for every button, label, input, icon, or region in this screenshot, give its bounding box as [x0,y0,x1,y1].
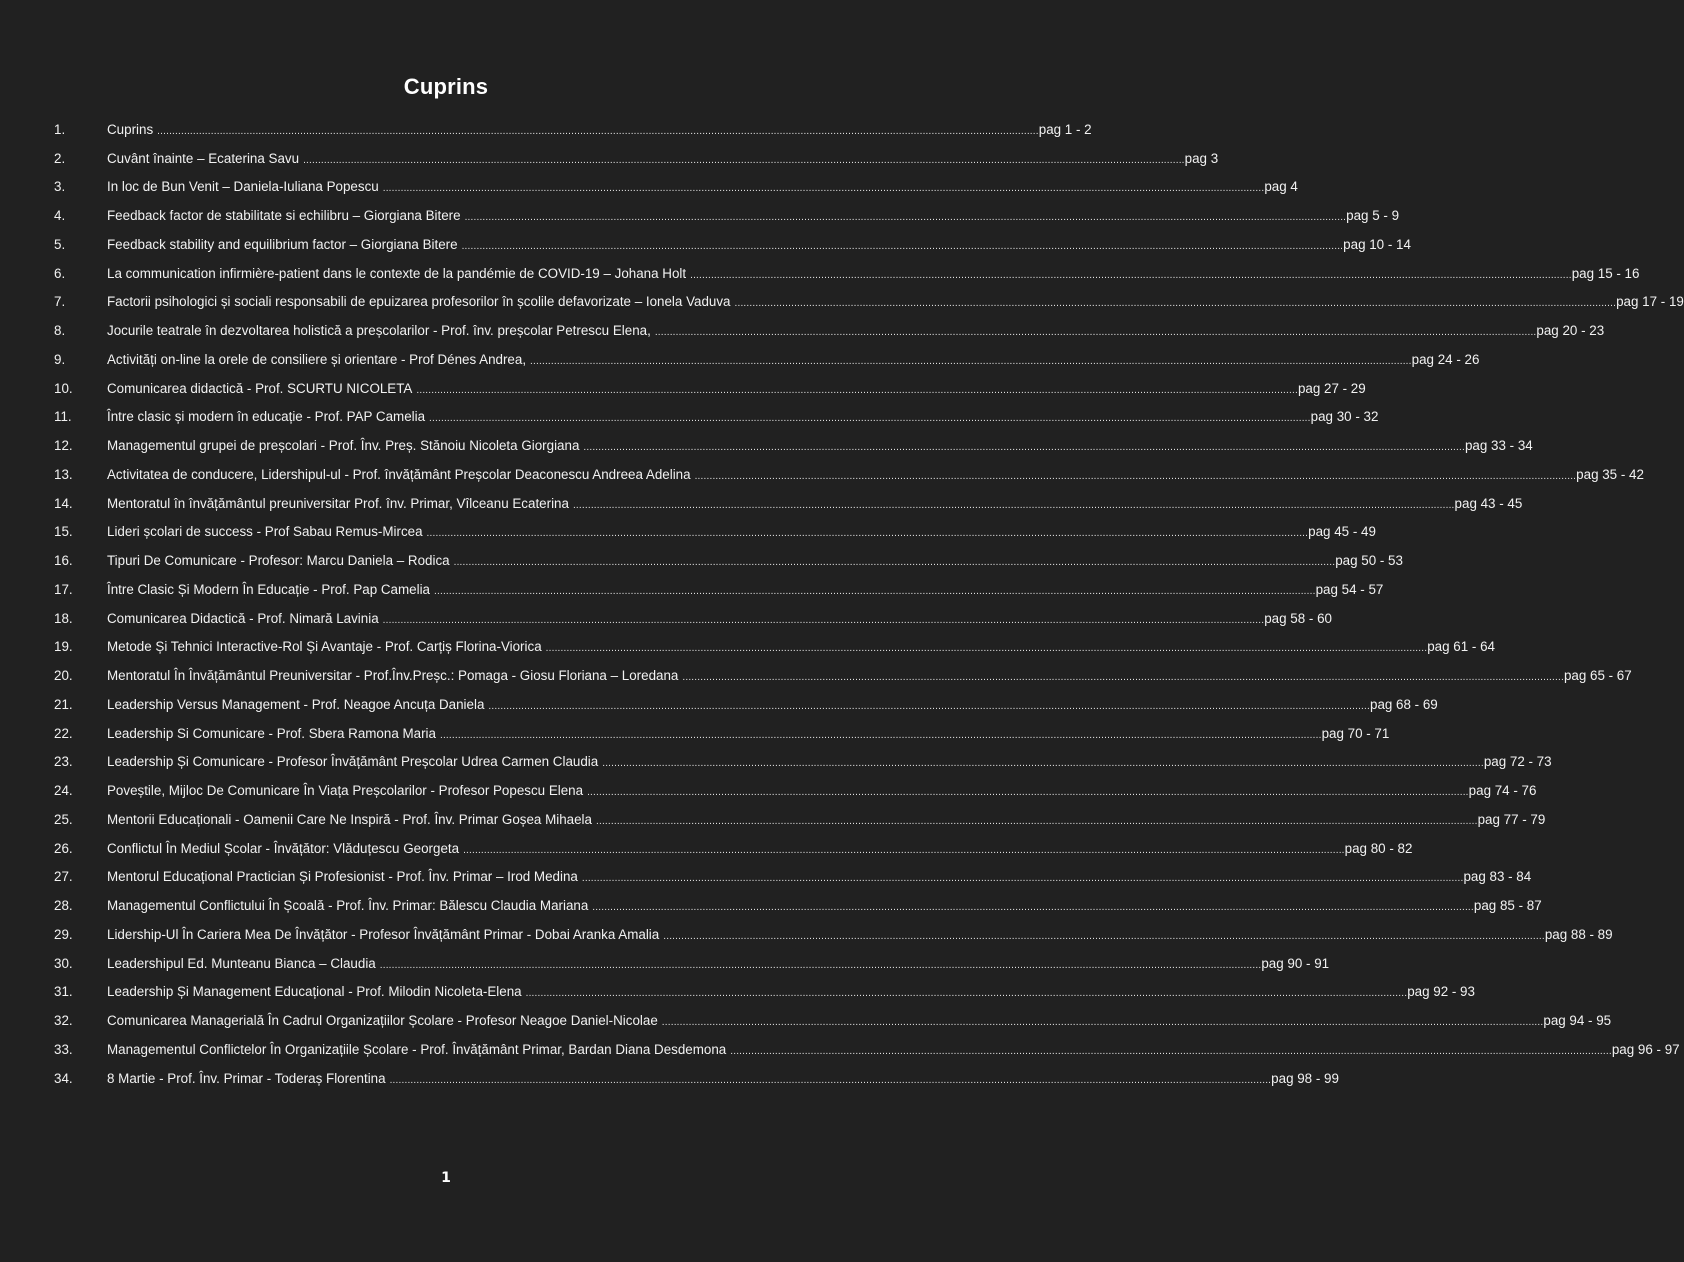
toc-entry[interactable] [54,1064,1339,1093]
toc-entry[interactable] [54,316,1605,345]
dot-leader [582,873,1464,884]
toc-entry[interactable] [54,518,1376,547]
toc-entry-number: 29. [54,926,73,942]
toc-entry-title: Feedback factor de stabilitate si echilibru – Giorgiana Bitere [107,208,461,224]
toc-entry-number: 2. [54,150,66,166]
toc-entry[interactable] [54,345,1480,374]
dot-leader [546,643,1428,654]
toc-entry-number: 21. [54,696,73,712]
toc-entry-title: Managementul Conflictelor În Organizațiile Școlare - Prof. Învățământ Primar, Bardan Diana Desdemona [107,1041,727,1057]
dot-leader [380,960,1262,971]
toc-entry-title: Mentoratul în învățământul preuniversitar Prof. înv. Primar, Vîlceanu Ecaterina [107,495,569,511]
dot-leader [390,1075,1272,1086]
toc-entry[interactable] [54,1006,1612,1035]
toc-entry-number: 3. [54,179,66,195]
toc-entry-title: Activitatea de conducere, Lidershipul-ul - Prof. învățământ Preșcolar Deaconescu Andreea Adelina [107,466,691,482]
toc-entry-pages: pag 61 - 64 [1427,639,1495,655]
toc-entry-title: 8 Martie - Prof. Înv. Primar - Toderaș Florentina [107,1070,386,1086]
toc-entry-title: Activități on-line la orele de consiliere și orientare - Prof Dénes Andrea, [107,351,527,367]
toc-entry[interactable] [54,978,1475,1007]
toc-entry-pages: pag 72 - 73 [1483,754,1552,770]
toc-entry[interactable] [54,201,1400,230]
toc-entry-number: 13. [54,466,73,482]
toc-entry-number: 19. [54,639,73,655]
dot-leader [587,787,1469,798]
toc-entry-title: Lidership-Ul În Cariera Mea De Învățător - Profesor Învățământ Primar - Dobai Aranka Amalia [107,926,660,942]
toc-entry-number: 12. [54,438,73,454]
toc-entry-title: Factorii psihologici și sociali responsabili de epuizarea profesorilor în școlile defavorizate – Ionela Vaduva [107,294,731,310]
toc-entry[interactable] [54,661,1632,690]
toc-entry-number: 6. [54,265,66,281]
toc-entry-title: Feedback stability and equilibrium factor – Giorgiana Bitere [107,236,458,252]
toc-entry-pages: pag 33 - 34 [1464,438,1533,454]
page-number: 1 [441,1170,451,1186]
toc-entry-title: Leadership Și Comunicare - Profesor Învățământ Preșcolar Udrea Carmen Claudia [107,754,599,770]
toc-entry-title: Leadership Versus Management - Prof. Neagoe Ancuța Daniela [107,696,485,712]
toc-entry[interactable] [54,403,1379,432]
dot-leader [602,758,1484,769]
dot-leader [730,1046,1612,1057]
toc-entry[interactable] [54,863,1532,892]
dot-leader [695,471,1577,482]
toc-entry-title: Poveștile, Mijloc De Comunicare În Viața Preșcolarilor - Profesor Popescu Elena [107,783,584,799]
toc-entry-title: Metode Și Tehnici Interactive-Rol Și Avantaje - Prof. Carțiș Florina-Viorica [107,639,542,655]
toc-entry-number: 9. [54,351,66,367]
dot-leader [735,298,1617,309]
dot-leader [429,413,1311,424]
toc-entry-pages: pag 70 - 71 [1321,725,1390,741]
toc-entry[interactable] [54,891,1542,920]
toc-entry-number: 1. [54,121,66,137]
toc-entry-number: 23. [54,754,73,770]
toc-entry-pages: pag 1 - 2 [1038,121,1092,137]
toc-entry-pages: pag 50 - 53 [1335,553,1403,569]
dot-leader [427,528,1309,539]
toc-entry-pages: pag 68 - 69 [1370,696,1438,712]
toc-entry-pages: pag 54 - 57 [1315,581,1384,597]
toc-entry-pages: pag 90 - 91 [1261,955,1330,971]
toc-entry-number: 5. [54,236,66,252]
toc-entry[interactable] [54,144,1219,173]
dot-leader [662,1017,1544,1028]
toc-entry-number: 11. [54,409,72,425]
toc-entry-pages: pag 74 - 76 [1468,783,1537,799]
toc-entry[interactable] [54,604,1332,633]
dot-leader [303,155,1185,166]
toc-entry-pages: pag 3 [1184,150,1219,166]
dot-leader [583,442,1465,453]
toc-entry-pages: pag 77 - 79 [1477,811,1546,827]
toc-entry-title: Cuprins [107,121,154,137]
toc-entry[interactable] [54,173,1298,202]
toc-entry[interactable] [54,230,1411,259]
dot-leader [463,845,1345,856]
toc-entry-pages: pag 80 - 82 [1344,840,1413,856]
toc-entry-number: 33. [54,1041,73,1057]
toc-entry-number: 32. [54,1013,73,1029]
toc-entry-pages: pag 43 - 45 [1454,495,1523,511]
toc-entry-title: Lideri școlari de success - Prof Sabau Remus-Mircea [107,524,423,540]
toc-entry-number: 26. [54,840,73,856]
toc-entry-title: Între clasic și modern în educație - Prof. PAP Camelia [107,409,426,425]
toc-entry[interactable] [54,575,1384,604]
toc-entry-pages: pag 20 - 23 [1536,323,1605,339]
dot-leader [596,816,1478,827]
toc-entry[interactable] [54,431,1533,460]
dot-leader [416,385,1298,396]
toc-entry[interactable] [54,1035,1680,1064]
toc-entry-number: 7. [54,294,66,310]
toc-entry[interactable] [54,748,1552,777]
toc-entry-number: 4. [54,208,66,224]
toc-entry[interactable] [54,633,1495,662]
toc-entry-title: Leadership Și Management Educațional - Prof. Milodin Nicoleta-Elena [107,984,522,1000]
toc-entry-pages: pag 58 - 60 [1264,610,1332,626]
toc-entry[interactable] [54,776,1537,805]
toc-entry-pages: pag 5 - 9 [1346,208,1400,224]
dot-leader [530,356,1412,367]
toc-entry[interactable] [54,546,1403,575]
dot-leader [157,126,1039,137]
toc-entry-title: Între Clasic Și Modern În Educație - Prof. Pap Camelia [107,581,431,597]
dot-leader [454,557,1336,568]
toc-entry-title: Mentorul Educațional Practician Și Profesionist - Prof. Înv. Primar – Irod Medina [107,869,578,885]
toc-entry[interactable] [54,949,1330,978]
dot-leader [488,701,1370,712]
toc-entry-pages: pag 96 - 97 [1611,1041,1680,1057]
dot-leader [383,183,1265,194]
toc-entry-pages: pag 10 - 14 [1343,236,1411,252]
toc-entry-pages: pag 83 - 84 [1463,869,1532,885]
toc-entry-number: 8. [54,323,66,339]
dot-leader [592,902,1474,913]
toc-entry-title: Comunicarea Managerială În Cadrul Organizațiilor Școlare - Profesor Neagoe Daniel-Nicolae [107,1013,658,1029]
toc-entry-pages: pag 27 - 29 [1297,380,1366,396]
toc-entry-number: 16. [54,553,73,569]
toc-entry-pages: pag 15 - 16 [1571,265,1640,281]
toc-entry[interactable] [54,805,1546,834]
toc-entry-number: 34. [54,1070,73,1086]
toc-entry-title: Comunicarea Didactică - Prof. Nimară Lavinia [107,610,379,626]
toc-entry[interactable] [54,719,1390,748]
toc-entry-number: 31. [54,984,73,1000]
dot-leader [462,241,1344,252]
toc-entry-number: 18. [54,610,73,626]
toc-entry-title: In loc de Bun Venit – Daniela-Iuliana Popescu [107,179,379,195]
dot-leader [655,327,1537,338]
toc-entry-number: 27. [54,869,73,885]
toc-entry[interactable] [54,920,1613,949]
toc-entry-title: Mentorii Educaționali - Oamenii Care Ne Inspiră - Prof. Înv. Primar Goșea Mihaela [107,811,592,827]
dot-leader [440,730,1322,741]
page-title: Cuprins [403,74,489,99]
dot-leader [690,270,1572,281]
dot-leader [663,931,1545,942]
toc-entry[interactable] [54,288,1684,317]
toc-entry-title: Leadership Si Comunicare - Prof. Sbera Ramona Maria [107,725,436,741]
toc-entry-number: 10. [54,380,73,396]
toc-entry-number: 30. [54,955,73,971]
toc-entry[interactable] [54,690,1438,719]
table-of-contents [54,115,1684,1093]
toc-entry-number: 28. [54,898,73,914]
dot-leader [434,586,1316,597]
toc-entry-title: Leadershipul Ed. Munteanu Bianca – Claudia [107,955,376,971]
toc-entry-title: Cuvânt înainte – Ecaterina Savu [107,150,300,166]
toc-entry-pages: pag 24 - 26 [1411,351,1480,367]
toc-entry-number: 22. [54,725,73,741]
toc-entry-pages: pag 30 - 32 [1310,409,1379,425]
toc-entry-pages: pag 35 - 42 [1576,466,1644,482]
toc-entry[interactable] [54,460,1644,489]
toc-entry-number: 15. [54,524,73,540]
toc-entry-pages: pag 4 [1264,179,1298,195]
toc-entry-title: Conflictul În Mediul Școlar - Învățător: Vlăduțescu Georgeta [107,840,460,856]
dot-leader [526,988,1408,999]
toc-entry-title: Managementul grupei de preșcolari - Prof. Înv. Preș. Stănoiu Nicoleta Giorgiana [107,438,580,454]
dot-leader [383,615,1265,626]
toc-entry-pages: pag 88 - 89 [1544,926,1613,942]
dot-leader [682,672,1564,683]
toc-entry[interactable] [54,489,1523,518]
toc-entry[interactable] [54,374,1366,403]
toc-entry-pages: pag 98 - 99 [1271,1070,1339,1086]
toc-entry-pages: pag 85 - 87 [1473,898,1542,914]
dot-leader [465,212,1347,223]
dot-leader [573,500,1455,511]
toc-entry-number: 20. [54,668,73,684]
toc-entry[interactable] [54,259,1640,288]
toc-entry-number: 14. [54,495,73,511]
toc-entry-pages: pag 45 - 49 [1308,524,1376,540]
toc-entry-pages: pag 92 - 93 [1407,984,1475,1000]
toc-entry[interactable] [54,115,1092,144]
toc-entry-pages: pag 17 - 19 [1616,294,1684,310]
toc-entry[interactable] [54,834,1413,863]
toc-entry-title: La communication infirmière-patient dans le contexte de la pandémie de COVID-19 – Johana Holt [107,265,687,281]
toc-entry-pages: pag 65 - 67 [1563,668,1632,684]
toc-entry-title: Mentoratul În Învățământul Preuniversitar - Prof.Înv.Preșc.: Pomaga - Giosu Floriana – Loredana [107,668,679,684]
toc-entry-title: Comunicarea didactică - Prof. SCURTU NICOLETA [107,380,413,396]
toc-entry-pages: pag 94 - 95 [1543,1013,1612,1029]
toc-entry-title: Jocurile teatrale în dezvoltarea holistică a preșcolarilor - Prof. înv. preșcolar Petrescu Elena, [107,323,651,339]
toc-entry-number: 24. [54,783,73,799]
toc-entry-number: 17. [54,581,73,597]
toc-entry-title: Managementul Conflictului În Școală - Prof. Înv. Primar: Bălescu Claudia Mariana [107,898,589,914]
toc-entry-number: 25. [54,811,73,827]
toc-entry-title: Tipuri De Comunicare - Profesor: Marcu Daniela – Rodica [107,553,450,569]
